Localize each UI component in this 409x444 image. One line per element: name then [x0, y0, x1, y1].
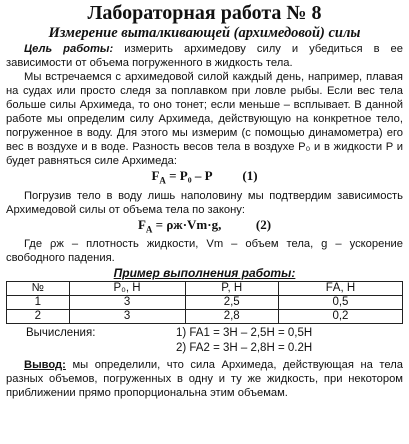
page-subtitle: Измерение выталкивающей (архимедовой) силы — [48, 25, 361, 41]
table-header-cell: P₀, Н — [69, 282, 185, 296]
calculations-block — [6, 326, 403, 356]
conclusion-paragraph — [6, 358, 403, 400]
definitions-paragraph: Где ρж – плотность жидкости, Vm – объем тела, g – ускорение свободного падения. — [6, 238, 403, 265]
conclusion-label: Вывод: — [24, 359, 66, 372]
example-title: Пример выполнения работы: — [113, 266, 296, 281]
calculations-label: Вычисления: — [26, 327, 96, 340]
eq1-lhs-sub: A — [159, 175, 166, 186]
table-cell: 1 — [7, 296, 70, 310]
table-header-cell: FА, Н — [278, 282, 402, 296]
goal-label: Цель работы: — [24, 43, 114, 55]
second-paragraph: Погрузив тело в воду лишь наполовину мы подтвердим зависимость Архимедовой силы от объема тела по закону: — [6, 189, 403, 216]
table-cell: 2,8 — [185, 310, 278, 324]
intro-paragraph: Мы встречаемся с архимедовой силой каждый день, например, плавая на судах или просто следя за поплавком при ловле рыбы. Если вес тела больше силы Архимеда, то оно тонет; если меньше – всплывает. В данной работе мы определим силу Архимеда, действующую на конкретное тело, погруженное в воду. Для этого мы измерим (с помощью динамометра) его вес в воздухе и в воде. Разность весов тела в воздухе P₀ и в жидкости P и будет равняться силе Архимеда: — [6, 71, 403, 167]
table-cell: 0,5 — [278, 296, 402, 310]
eq2-rhs: = ρж·Vm·g, — [152, 216, 222, 232]
equation-2 — [6, 217, 403, 238]
table-cell: 3 — [69, 296, 185, 310]
table-cell: 0,2 — [278, 310, 402, 324]
page-title: Лабораторная работа № 8 — [87, 2, 322, 24]
goal-paragraph — [6, 42, 403, 70]
eq2-lhs: F — [137, 216, 146, 232]
eq1-lhs: F — [151, 168, 160, 183]
eq2-lhs-sub: A — [145, 224, 153, 235]
goal-text: измерить архимедову силу и убедиться в ее зависимости от объема погруженного в жидкость тела. — [6, 43, 403, 69]
equation-1 — [6, 168, 403, 189]
table-row — [7, 310, 403, 324]
eq2-number: (2) — [255, 216, 272, 232]
table-cell: 2,5 — [185, 296, 278, 310]
table-header-cell: P, Н — [185, 282, 278, 296]
table-row — [7, 296, 403, 310]
table-header-cell: № — [7, 282, 70, 296]
table-cell: 2 — [7, 310, 70, 324]
results-table — [6, 281, 403, 324]
calculations-lines — [176, 326, 403, 356]
eq1-number: (1) — [242, 168, 258, 183]
eq1-rhs: = P₀ – P — [165, 168, 212, 183]
table-cell: 3 — [69, 310, 185, 324]
table-header-row — [7, 282, 403, 296]
conclusion-text: мы определили, что сила Архимеда, действующая на тела разных объемов, погруженных в одну и ту же жидкость, при некотором приближении прямо пропорциональна этим объемам. — [6, 359, 403, 400]
calculation-line: 1) FA1 = 3H – 2,5H = 0,5H — [176, 327, 313, 340]
calculation-line: 2) FA2 = 3H – 2,8H = 0.2H — [176, 342, 313, 355]
